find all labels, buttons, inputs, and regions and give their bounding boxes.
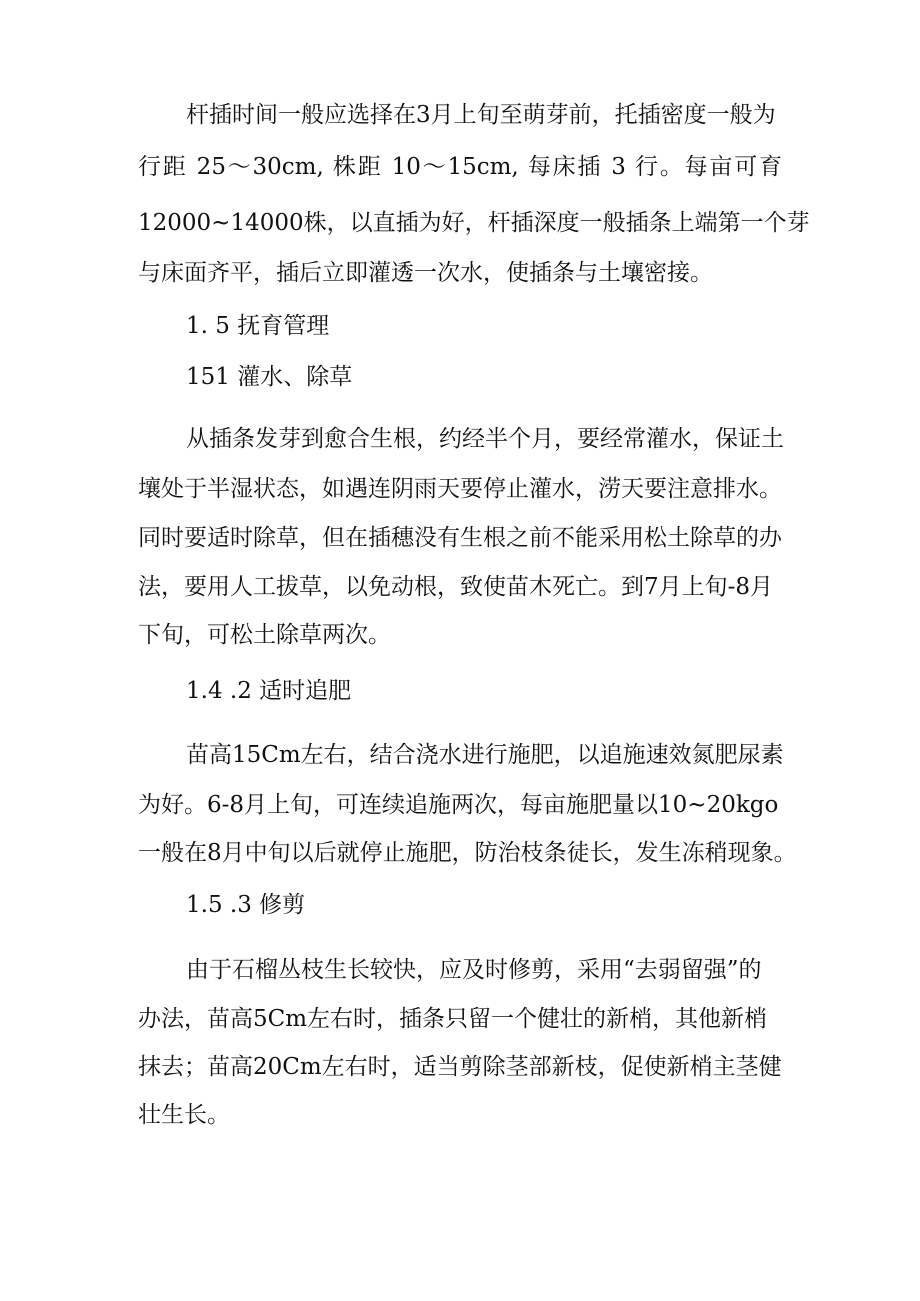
paragraph-2-line-4: 法，要用人工拔草，以免动根，致使苗木死亡。到7月上旬-8月 — [138, 574, 774, 600]
paragraph-1-line-3: 12000~14000株，以直插为好，杆插深度一般插条上端第一个芽 — [138, 210, 810, 236]
paragraph-2-line-3: 同时要适时除草，但在插穗没有生根之前不能采用松土除草的办 — [138, 525, 782, 551]
section-heading-1-5-3: 1.5 .3 修剪 — [186, 892, 306, 918]
section-heading-151: 151 灌水、除草 — [186, 364, 353, 390]
paragraph-2-line-5: 下旬，可松土除草两次。 — [138, 622, 391, 648]
section-heading-1-5: 1. 5 抚育管理 — [186, 313, 330, 339]
paragraph-1-line-2: 行距 25～30cm, 株距 10～15cm, 每床插 3 行。每亩可育 — [138, 154, 782, 180]
paragraph-4-line-1: 由于石榴丛枝生长较快，应及时修剪，采用“去弱留强”的 — [186, 957, 762, 983]
paragraph-4-line-2: 办法，苗高5Cm左右时，插条只留一个健壮的新梢，其他新梢 — [138, 1006, 768, 1032]
paragraph-3-line-2: 为好。6-8月上旬，可连续追施两次，每亩施肥量以10~20kgo — [138, 792, 779, 818]
section-heading-1-4-2: 1.4 .2 适时追肥 — [186, 678, 352, 704]
paragraph-2-line-2: 壤处于半湿状态，如遇连阴雨天要停止灌水，涝天要注意排水。 — [138, 476, 782, 502]
paragraph-3-line-1: 苗高15Cm左右，结合浇水进行施肥，以追施速效氮肥尿素 — [186, 742, 784, 768]
paragraph-4-line-4: 壮生长。 — [138, 1102, 230, 1128]
paragraph-1-line-4: 与床面齐平，插后立即灌透一次水，使插条与土壤密接。 — [138, 260, 713, 286]
paragraph-1-line-1: 杆插时间一般应选择在3月上旬至萌芽前，托插密度一般为 — [186, 102, 776, 128]
paragraph-4-line-3: 抹去；苗高20Cm左右时，适当剪除茎部新枝，促使新梢主茎健 — [138, 1054, 782, 1080]
paragraph-2-line-1: 从插条发芽到愈合生根，约经半个月，要经常灌水，保证土 — [186, 426, 784, 452]
paragraph-3-line-3: 一般在8月中旬以后就停止施肥，防治枝条徒长，发生冻稍现象。 — [138, 840, 797, 866]
